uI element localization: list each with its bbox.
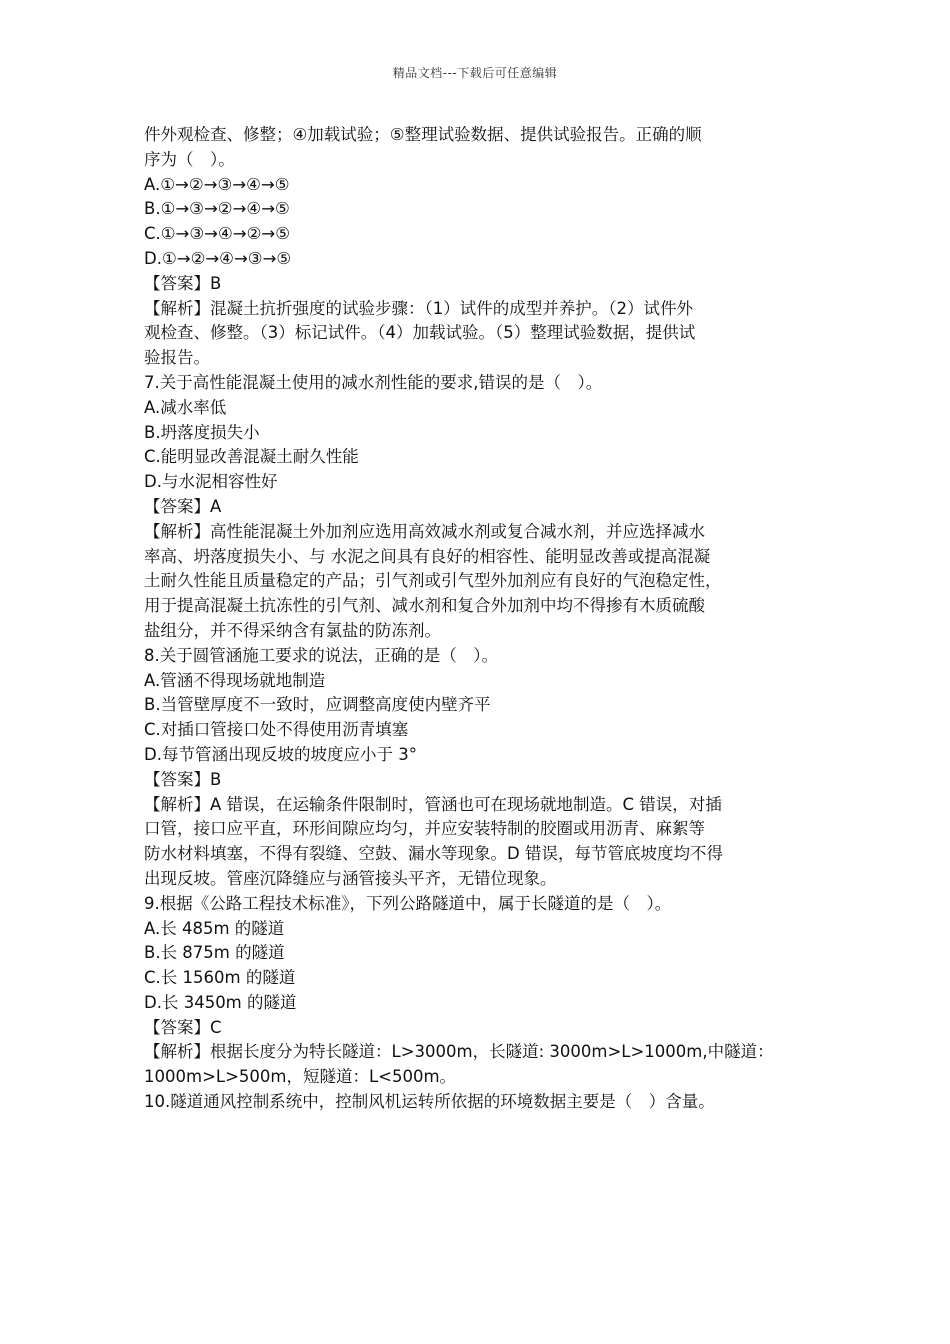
explanation-line: 1000m>L>500m，短隧道：L<500m。 <box>144 1067 457 1087</box>
text-line: 件外观检查、修整；④加载试验；⑤整理试验数据、提供试验报告。正确的顺 <box>144 125 702 144</box>
explanation-line: 观检查、修整。（3）标记试件。（4）加载试验。（5）整理试验数据，提供试 <box>144 323 696 343</box>
answer-line: 【答案】B <box>144 769 222 789</box>
explanation-line: 【解析】根据长度分为特长隧道：L>3000m，长隧道: 3000m>L>1000m,中隧道： <box>144 1042 774 1062</box>
option-line: A.①→②→③→④→⑤ <box>144 174 290 194</box>
answer-line: 【答案】B <box>144 273 222 293</box>
option-line: A.管涵不得现场就地制造 <box>144 670 326 690</box>
option-line: B.长 875m 的隧道 <box>144 943 285 963</box>
explanation-line: 出现反坡。管座沉降缝应与涵管接头平齐，无错位现象。 <box>144 868 557 888</box>
explanation-line: 【解析】混凝土抗折强度的试验步骤：（1）试件的成型并养护。（2）试件外 <box>144 298 693 318</box>
option-line: C.①→③→④→②→⑤ <box>144 224 291 244</box>
option-line: D.每节管涵出现反坡的坡度应小于 3° <box>144 744 417 764</box>
explanation-line: 口管，接口应平直，环形间隙应均匀，并应安装特制的胶圈或用沥青、麻絮等 <box>144 819 705 839</box>
option-line: A.长 485m 的隧道 <box>144 918 285 938</box>
option-line: C.长 1560m 的隧道 <box>144 968 296 988</box>
question-line: 9.根据《公路工程技术标准》，下列公路隧道中，属于长隧道的是（ ）。 <box>144 893 672 913</box>
explanation-line: 土耐久性能且质量稳定的产品；引气剂或引气型外加剂应有良好的气泡稳定性， <box>144 571 722 591</box>
option-line: A.减水率低 <box>144 397 227 417</box>
explanation-line: 盐组分，并不得采纳含有氯盐的防冻剂。 <box>144 620 441 640</box>
option-line: D.长 3450m 的隧道 <box>144 992 297 1012</box>
answer-line: 【答案】A <box>144 496 222 516</box>
option-line: B.当管壁厚度不一致时，应调整高度使内壁齐平 <box>144 695 491 715</box>
option-line: D.①→②→④→③→⑤ <box>144 248 292 268</box>
text-line: 序为（ ）。 <box>144 149 235 169</box>
explanation-line: 【解析】A 错误，在运输条件限制时，管涵也可在现场就地制造。C 错误，对插 <box>144 794 722 814</box>
explanation-line: 率高、坍落度损失小、与 水泥之间具有良好的相容性、能明显改善或提高混凝 <box>144 546 711 566</box>
page-header: 精品文档---下载后可任意编辑 <box>392 66 558 80</box>
answer-line: 【答案】C <box>144 1017 222 1037</box>
question-line: 7.关于高性能混凝土使用的减水剂性能的要求,错误的是（ ）。 <box>144 372 603 392</box>
option-line: B.坍落度损失小 <box>144 422 260 442</box>
explanation-line: 防水材料填塞，不得有裂缝、空鼓、漏水等现象。D 错误，每节管底坡度均不得 <box>144 844 723 864</box>
explanation-line: 用于提高混凝土抗冻性的引气剂、减水剂和复合外加剂中均不得掺有木质硫酸 <box>144 596 705 616</box>
explanation-line: 【解析】高性能混凝土外加剂应选用高效减水剂或复合减水剂，并应选择减水 <box>144 521 705 541</box>
option-line: C.能明显改善混凝土耐久性能 <box>144 447 359 467</box>
option-line: C.对插口管接口处不得使用沥青填塞 <box>144 720 409 740</box>
question-line: 8.关于圆管涵施工要求的说法，正确的是（ ）。 <box>144 645 498 665</box>
explanation-line: 验报告。 <box>144 348 210 368</box>
document-body <box>144 123 824 1115</box>
option-line: B.①→③→②→④→⑤ <box>144 199 290 219</box>
question-line: 10.隧道通风控制系统中，控制风机运转所依据的环境数据主要是（ ）含量。 <box>144 1092 715 1112</box>
option-line: D.与水泥相容性好 <box>144 472 278 492</box>
